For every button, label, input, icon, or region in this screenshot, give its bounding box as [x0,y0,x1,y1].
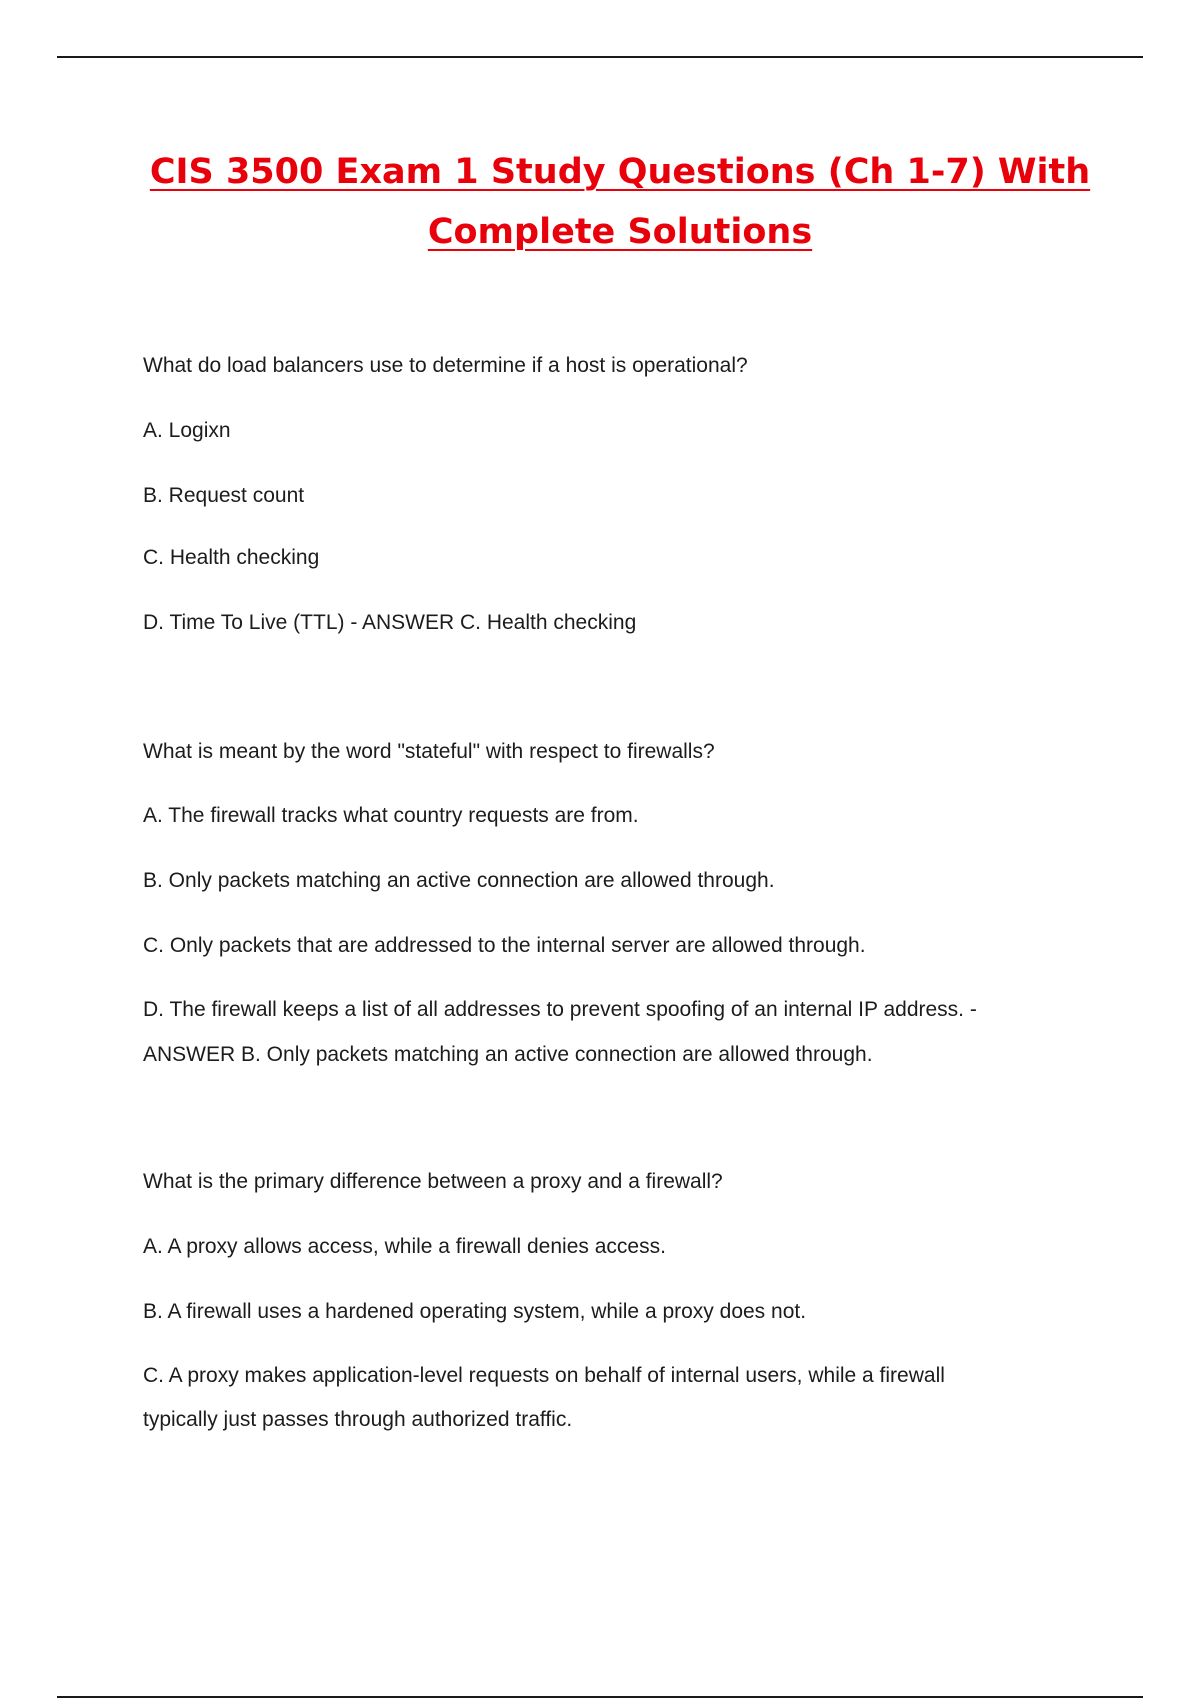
question-3-option-c-continued: typically just passes through authorized traffic. [143,1408,573,1431]
question-1-option-a: A. Logixn [143,419,231,442]
question-1-option-b: B. Request count [143,484,305,507]
top-rule [57,56,1143,58]
question-3-text: What is the primary difference between a proxy and a firewall? [143,1170,723,1193]
question-2-option-a: A. The firewall tracks what country requests are from. [143,804,639,827]
title-line-2: Complete Solutions [427,212,813,252]
question-2-option-c: C. Only packets that are addressed to the internal server are allowed through. [143,934,866,957]
question-3-option-a: A. A proxy allows access, while a firewall denies access. [143,1235,666,1258]
question-2-text: What is meant by the word "stateful" with respect to firewalls? [143,740,715,763]
question-1-text: What do load balancers use to determine if a host is operational? [143,354,748,377]
question-3-option-c: C. A proxy makes application-level requests on behalf of internal users, while a firewall [143,1364,945,1387]
question-2-option-b: B. Only packets matching an active connection are allowed through. [143,869,775,892]
question-3-option-b: B. A firewall uses a hardened operating system, while a proxy does not. [143,1300,807,1323]
question-1-option-c: C. Health checking [143,546,320,569]
question-2-option-d: D. The firewall keeps a list of all addresses to prevent spoofing of an internal IP address. - [143,998,977,1021]
question-2-answer: ANSWER B. Only packets matching an active connection are allowed through. [143,1043,873,1066]
bottom-rule [57,1696,1143,1698]
title-line-1: CIS 3500 Exam 1 Study Questions (Ch 1-7) With [149,152,1091,192]
document-title [100,142,1140,262]
question-1-option-d-answer: D. Time To Live (TTL) - ANSWER C. Health checking [143,611,637,634]
